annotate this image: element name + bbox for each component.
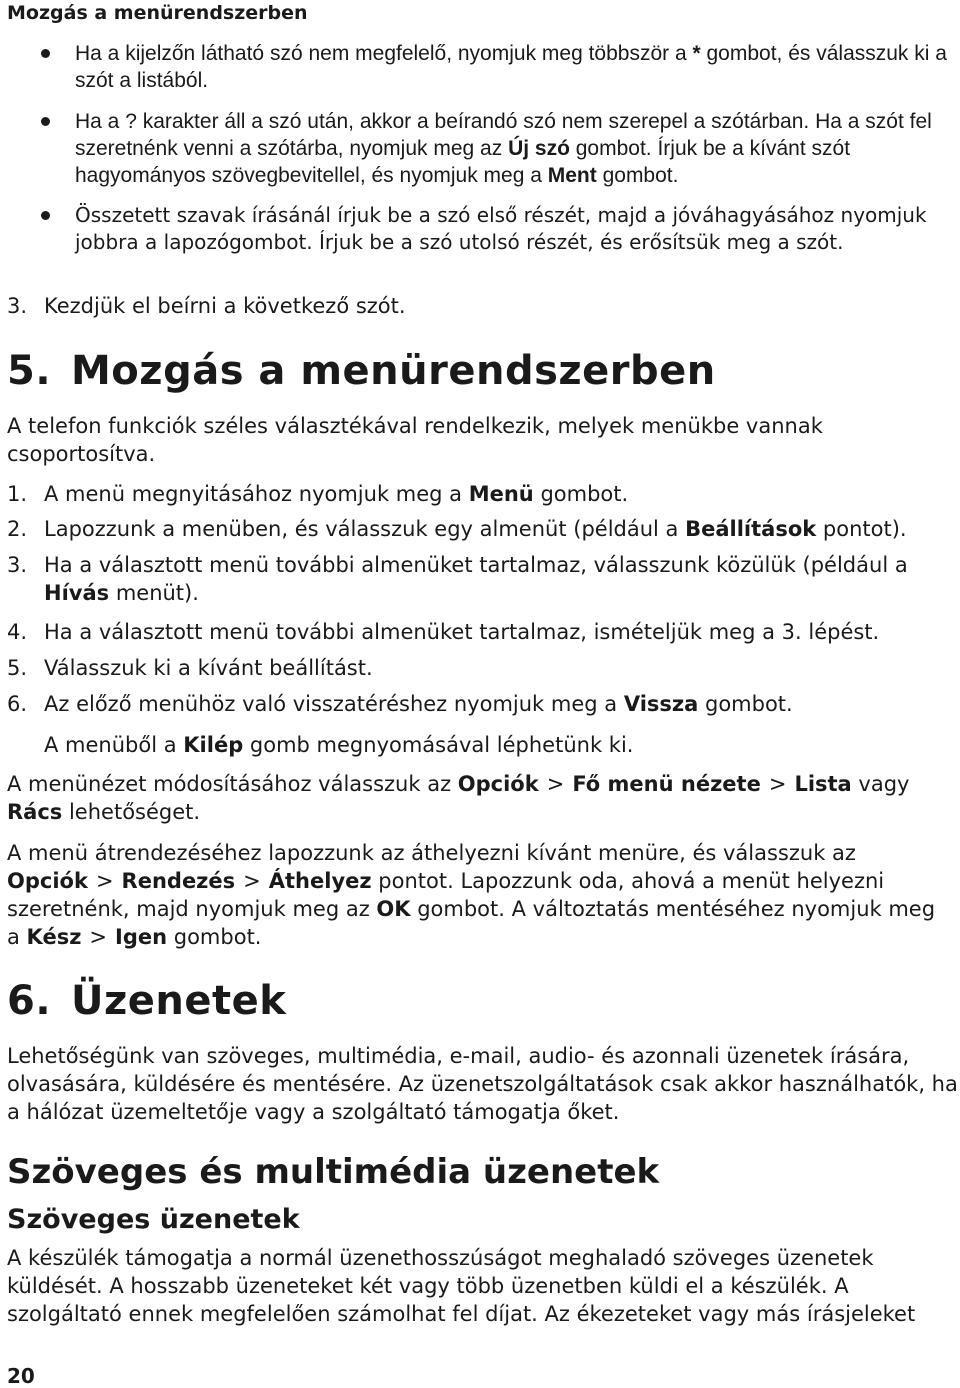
step-number: 3.	[7, 553, 28, 577]
chapter-heading	[7, 978, 286, 1024]
bullet-text: Ha a kijelzőn látható szó nem megfelelő, nyomjuk meg többször a	[75, 42, 693, 65]
bullet-key: Új szó	[508, 137, 570, 160]
step-text: Válasszuk ki a kívánt beállítást.	[44, 656, 373, 680]
chapter-heading	[7, 348, 716, 394]
page-number: 20	[7, 1364, 35, 1388]
step-text: Ha a választott menü további almenüket tartalmaz, ismételjük meg a 3. lépést.	[44, 620, 880, 644]
chapter-number: 5.	[7, 348, 52, 394]
step-text: A menü megnyitásához nyomjuk meg a Menü gombot.	[44, 482, 629, 506]
bullet-item	[75, 202, 957, 256]
step-number: 2.	[7, 517, 28, 541]
bullet-text: gombot, és válasszuk ki a szót a listából.	[75, 42, 947, 92]
step-text: Az előző menühöz való visszatéréshez nyomjuk meg a Vissza gombot.	[44, 692, 793, 716]
bullet-key: Ment	[547, 164, 597, 187]
bullet-dot-icon	[41, 211, 50, 220]
bullet-key: *	[692, 42, 701, 65]
intro-paragraph: A telefon funkciók széles választékával rendelkezik, melyek menükbe vannak csoportosítva.	[7, 414, 823, 466]
step-number: 5.	[7, 656, 28, 680]
step-number: 6.	[7, 692, 28, 716]
bullet-text: Összetett szavak írásánál írjuk be a szó első részét, majd a jóváhagyásához nyomjuk jobbra a lapozógombot. Írjuk be a szó utolsó részét, és erősítsük meg a szót.	[75, 203, 927, 254]
paragraph-sms: A készülék támogatja a normál üzenethosszúságot meghaladó szöveges üzenetek küldését. A hosszabb üzeneteket két vagy több üzenetben küldi el a készülék. A szolgáltató ennek megfelelően számolhat fel díjat. Az ékezeteket vagy más írásjeleket	[7, 1246, 916, 1326]
step-number: 3.	[7, 294, 28, 318]
subsection-heading: Szöveges üzenetek	[7, 1204, 300, 1235]
bullet-item	[75, 108, 957, 189]
bullet-item	[75, 40, 957, 94]
bullet-dot-icon	[41, 49, 50, 58]
step-text: Kezdjük el beírni a következő szót.	[44, 294, 406, 318]
bullet-text: gombot.	[596, 164, 679, 187]
running-header: Mozgás a menürendszerben	[7, 2, 308, 24]
section-heading: Szöveges és multimédia üzenetek	[7, 1152, 660, 1192]
chapter-number: 6.	[7, 978, 52, 1024]
step-text: Ha a választott menü további almenüket tartalmaz, válasszunk közülük (például a Hívás menüt).	[44, 553, 908, 605]
step-number: 1.	[7, 482, 28, 506]
paragraph-reorder: A menü átrendezéséhez lapozzunk az áthelyezni kívánt menüre, és válasszuk az Opciók > Rendezés > Áthelyez pontot. Lapozzunk oda, ahová a menüt helyezni szeretnénk, majd nyomjuk meg az OK gombot. A változtatás mentéséhez nyomjuk meg a Kész > Igen gombot.	[7, 841, 936, 949]
step-note: A menüből a Kilép gomb megnyomásával léphetünk ki.	[44, 733, 634, 757]
bullet-text: Ha a ? karakter áll a szó után, akkor a beírandó szó nem szerepel a szótárban. Ha a szót fel szeretnénk venni a szótárba, nyomjuk meg az	[75, 110, 932, 160]
paragraph-view-mode: A menünézet módosításához válasszuk az Opciók > Fő menü nézete > Lista vagy Rács lehetőséget.	[7, 772, 910, 824]
intro-paragraph: Lehetőségünk van szöveges, multimédia, e-mail, audio- és azonnali üzenetek írására, olvasására, küldésére és mentésére. Az üzenetszolgáltatások csak akkor használhatók, ha a hálózat üzemeltetője vagy a szolgáltató támogatja őket.	[7, 1044, 958, 1124]
chapter-title: Üzenetek	[71, 978, 287, 1024]
step-number: 4.	[7, 620, 28, 644]
chapter-title: Mozgás a menürendszerben	[71, 348, 716, 394]
step-text: Lapozzunk a menüben, és válasszuk egy almenüt (például a Beállítások pontot).	[44, 517, 907, 541]
bullet-text: gombot. Írjuk be a kívánt szót hagyományos szövegbevitellel, és nyomjuk meg a	[75, 137, 851, 187]
bullet-dot-icon	[41, 117, 50, 126]
